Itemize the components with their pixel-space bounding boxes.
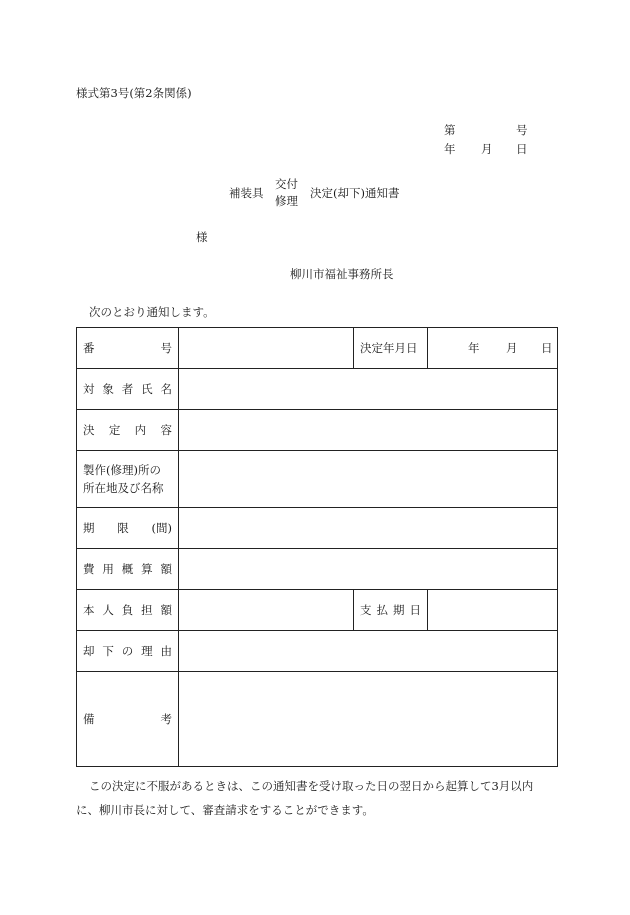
addressee-honorific: 様 [196,230,208,244]
title-prefix: 補装具 [229,186,264,200]
self-burden-value-cell[interactable] [179,590,354,631]
table-row-self-burden [77,590,558,631]
decision-content-label-char: 内 [134,423,147,437]
period-label-b: 限 [117,521,129,535]
cost-label-cell [77,549,179,590]
decision-date-value-cell[interactable] [428,328,558,369]
remarks-label-char: 備 [83,712,95,726]
appeal-notice-line1: この決定に不服があるときは、この通知書を受け取った日の翌日から起算して3月以内 [89,779,534,793]
self-burden-label-char: 人 [102,603,114,617]
payment-date-label-cell [354,590,428,631]
self-burden-label-char: 負 [121,603,134,617]
intro-text: 次のとおり通知します。 [89,305,215,319]
remarks-label-cell [77,672,179,767]
decision-content-value-cell[interactable] [179,410,558,451]
subject-name-label-char: 者 [121,382,134,396]
rejection-reason-label-cell [77,631,179,672]
cost-label-char: 概 [121,562,134,576]
cost-value-cell[interactable] [179,549,558,590]
subject-name-value-cell[interactable] [179,369,558,410]
rejection-reason-label-char: 下 [102,644,114,658]
table-row-rejection-reason [77,631,558,672]
payment-date-value-cell[interactable] [428,590,558,631]
document-title [0,176,630,212]
decision-date-day: 日 [541,341,553,355]
rejection-reason-label-char: の [121,644,134,658]
decision-date-label: 決定年月日 [360,341,418,355]
maker-value-cell[interactable] [179,451,558,508]
rejection-reason-label-char: 却 [83,644,95,658]
notice-table [76,327,558,767]
table-row-remarks [77,672,558,767]
table-row-maker [77,451,558,508]
payment-date-label-char: 支 [360,603,372,617]
payment-date-label-char: 期 [393,603,405,617]
subject-name-label-char: 対 [83,382,95,396]
appeal-notice-line2: に、柳川市長に対して、審査請求をすることができます。 [76,803,374,817]
date-year: 年 [444,142,456,156]
rejection-reason-label-char: 由 [160,644,172,658]
decision-content-label-char: 定 [108,423,121,437]
table-row-number [77,328,558,369]
maker-label-cell [77,451,179,508]
date-day: 日 [516,142,528,156]
self-burden-label-cell [77,590,179,631]
date-month: 月 [481,142,493,156]
table-row-decision-content [77,410,558,451]
table-row-subject-name [77,369,558,410]
table-row-cost [77,549,558,590]
remarks-label-char: 考 [160,712,172,726]
subject-name-label-char: 名 [160,382,172,396]
decision-content-label-char: 決 [83,423,95,437]
number-suffix: 号 [516,123,528,137]
rejection-reason-label-char: 理 [141,644,153,658]
form-number-label: 様式第3号(第2条関係) [76,86,192,100]
decision-date-month: 月 [506,341,518,355]
table-row-period [77,508,558,549]
maker-label-line1: 製作(修理)所の [83,463,161,477]
number-label-char: 番 [83,341,95,355]
title-option-issue: 交付 [275,177,298,191]
cost-label-char: 算 [141,562,153,576]
subject-name-label-char: 氏 [141,382,153,396]
cost-label-char: 用 [102,562,114,576]
decision-date-year: 年 [468,341,480,355]
title-option-repair: 修理 [275,194,298,208]
number-label-cell [77,328,179,369]
self-burden-label-char: 担 [141,603,153,617]
decision-date-label-cell [354,328,428,369]
cost-label-char: 費 [83,562,95,576]
number-label-char: 号 [160,341,172,355]
period-value-cell[interactable] [179,508,558,549]
subject-name-label-char: 象 [102,382,114,396]
remarks-value-cell[interactable] [179,672,558,767]
maker-label-line2: 所在地及び名称 [83,481,164,495]
issuer-name: 柳川市福祉事務所長 [290,267,394,281]
period-label-a: 期 [83,521,95,535]
period-label-c: (間) [151,521,172,535]
self-burden-label-char: 額 [160,603,172,617]
decision-content-label-char: 容 [160,423,172,437]
self-burden-label-char: 本 [83,603,95,617]
number-prefix: 第 [444,123,456,137]
period-label-cell [77,508,179,549]
number-value-cell[interactable] [179,328,354,369]
appeal-notice [76,774,556,822]
subject-name-label-cell [77,369,179,410]
payment-date-label-char: 払 [376,603,388,617]
payment-date-label-char: 日 [409,603,421,617]
decision-content-label-cell [77,410,179,451]
rejection-reason-value-cell[interactable] [179,631,558,672]
title-suffix: 決定(却下)通知書 [310,186,400,200]
cost-label-char: 額 [160,562,172,576]
